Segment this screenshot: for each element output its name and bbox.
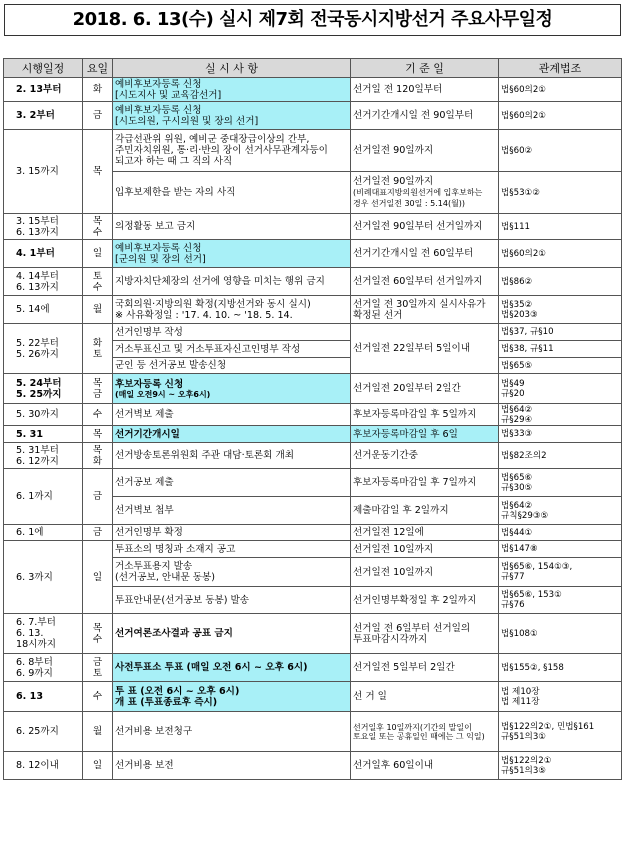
row-content: 투표소의 명칭과 소재지 공고 [113,541,351,558]
schedule-table [3,58,622,780]
row-content: 선거여론조사결과 공표 금지 [113,614,351,654]
row-day: 금 [83,525,113,541]
row-date: 6. 13 [4,682,83,712]
row-content: 선거인명부 확정 [113,525,351,541]
row-law: 법§108① [499,614,622,654]
row-content: 선거기간개시일 [113,426,351,443]
table-row [4,443,622,469]
row-date: 5. 30까지 [4,404,83,426]
row-date: 8. 12이내 [4,752,83,780]
row-day: 일 [83,240,113,268]
table-row [4,78,622,102]
row-standard: 선거인명부확정일 후 2일까지 [351,587,499,614]
row-date: 2. 13부터 [4,78,83,102]
row-law: 법§155②, §158 [499,654,622,682]
row-day: 금 토 [83,654,113,682]
row-law: 법§60의2① [499,240,622,268]
table-row [4,296,622,324]
table-row [4,682,622,712]
row-day: 목 [83,426,113,443]
row-date: 5. 31부터 6. 12까지 [4,443,83,469]
table-row [4,614,622,654]
row-content: 선거비용 보전청구 [113,712,351,752]
row-day: 목 수 [83,614,113,654]
header-standard: 기 준 일 [351,59,499,78]
row-law: 법 제10장 법 제11장 [499,682,622,712]
header-day: 요일 [83,59,113,78]
row-date: 6. 8부터 6. 9까지 [4,654,83,682]
row-standard: 선거일 전 6일부터 선거일의 투표마감시각까지 [351,614,499,654]
row-standard: 후보자등록마감일 후 5일까지 [351,404,499,426]
header-row [4,59,622,78]
table-row [4,404,622,426]
row-law: 법§147⑧ [499,541,622,558]
row-content: 선거비용 보전 [113,752,351,780]
row-day: 수 [83,682,113,712]
row-day: 토 수 [83,268,113,296]
row-day: 일 [83,541,113,614]
row-content: 선거인명부 작성 [113,324,351,341]
row-law: 법§86② [499,268,622,296]
row-content: 사전투표소 투표 (매일 오전 6시 ~ 오후 6시) [113,654,351,682]
row-standard: 후보자등록마감일 후 6일 [351,426,499,443]
row-date: 3. 15부터 6. 13까지 [4,214,83,240]
row-content: 예비후보자등록 신청 [시도지사 및 교육감선거] [113,78,351,102]
row-day: 화 [83,78,113,102]
header-law: 관계법조 [499,59,622,78]
row-standard: 선거일 전 30일까지 실시사유가 확정된 선거 [351,296,499,324]
row-content: 거소투표용지 발송 (선거공보, 안내문 동봉) [113,558,351,587]
row-law: 법§64② 규칙§29③⑤ [499,497,622,525]
row-law: 법§122의2①, 민법§161 규§51의3① [499,712,622,752]
row-day: 수 [83,404,113,426]
row-standard: 선거일전 20일부터 2일간 [351,374,499,404]
row-standard: 선거일전 90일부터 선거일까지 [351,214,499,240]
row-law: 법§53①② [499,172,622,214]
row-law: 법§65⑥ 규§30⑤ [499,469,622,497]
row-standard: 후보자등록마감일 후 7일까지 [351,469,499,497]
table-row [4,268,622,296]
row-content: 선거벽보 첩부 [113,497,351,525]
row-day: 목 [83,130,113,214]
row-standard: 선거기간개시일 전 60일부터 [351,240,499,268]
row-date: 5. 31 [4,426,83,443]
row-standard: 선거일전 90일까지(비례대표지방의원선거에 입후보하는 경우 선거일전 30일 : 5.14(월)) [351,172,499,214]
row-content: 국회의원·지방의원 확정(지방선거와 동시 실시) ※ 사유확정일 : '17. 4. 10. ~ '18. 5. 14. [113,296,351,324]
row-date: 6. 1까지 [4,469,83,525]
row-standard: 선 거 일 [351,682,499,712]
row-standard: 선거일전 22일부터 5일이내 [351,324,499,374]
row-day: 월 [83,712,113,752]
row-day: 금 [83,469,113,525]
table-row [4,240,622,268]
row-day: 목 화 [83,443,113,469]
row-date: 6. 25까지 [4,712,83,752]
page-title: 2018. 6. 13(수) 실시 제7회 전국동시지방선거 주요사무일정 [4,4,621,36]
row-law: 법§37, 규§10 [499,324,622,341]
row-standard: 선거일전 90일까지 [351,130,499,172]
row-law: 법§60의2① [499,102,622,130]
table-row [4,130,622,172]
row-law: 법§35② 법§203③ [499,296,622,324]
row-content: 후보자등록 신청 (매일 오전9시 ~ 오후6시) [113,374,351,404]
row-law: 법§49 규§20 [499,374,622,404]
row-standard: 선거기간개시일 전 90일부터 [351,102,499,130]
row-standard: 선거운동기간중 [351,443,499,469]
row-content: 의정활동 보고 금지 [113,214,351,240]
header-date: 시행일정 [4,59,83,78]
row-day: 일 [83,752,113,780]
row-content: 거소투표신고 및 거소투표자신고인명부 작성 [113,341,351,358]
header-content: 실 시 사 항 [113,59,351,78]
row-date: 3. 2부터 [4,102,83,130]
row-content: 선거벽보 제출 [113,404,351,426]
row-day: 월 [83,296,113,324]
row-content: 예비후보자등록 신청 [군의원 및 장의 선거] [113,240,351,268]
row-date: 5. 14에 [4,296,83,324]
row-content: 군인 등 선거공보 발송신청 [113,358,351,374]
row-standard: 선거일전 5일부터 2일간 [351,654,499,682]
row-standard: 선거일전 12일에 [351,525,499,541]
table-row [4,214,622,240]
row-content: 지방자치단체장의 선거에 영향을 미치는 행위 금지 [113,268,351,296]
row-standard: 선거일전 60일부터 선거일까지 [351,268,499,296]
row-date: 5. 22부터 5. 26까지 [4,324,83,374]
table-row [4,102,622,130]
table-row [4,426,622,443]
row-date: 5. 24부터 5. 25까지 [4,374,83,404]
row-law: 법§82조의2 [499,443,622,469]
row-law: 법§33③ [499,426,622,443]
row-content: 예비후보자등록 신청 [시도의원, 구시의원 및 장의 선거] [113,102,351,130]
row-law: 법§60② [499,130,622,172]
table-row [4,654,622,682]
row-standard: 선거일 전 120일부터 [351,78,499,102]
row-date: 6. 3까지 [4,541,83,614]
table-row [4,712,622,752]
row-law: 법§111 [499,214,622,240]
row-law: 법§65⑥, 154①③, 규§77 [499,558,622,587]
row-date: 3. 15까지 [4,130,83,214]
table-row [4,324,622,341]
row-content: 투 표 (오전 6시 ~ 오후 6시) 개 표 (투표종료후 즉시) [113,682,351,712]
row-law: 법§122의2① 규§51의3⑤ [499,752,622,780]
row-content: 입후보제한을 받는 자의 사직 [113,172,351,214]
row-standard: 선거일후 60일이내 [351,752,499,780]
row-content: 각급선관위 위원, 예비군 중대장급이상의 간부, 주민자치위원, 통·리·반의 장이 선거사무관계자등이 되고자 하는 때 그 직의 사직 [113,130,351,172]
row-date: 4. 1부터 [4,240,83,268]
table-row [4,525,622,541]
table-row [4,374,622,404]
row-law: 법§60의2① [499,78,622,102]
row-law: 법§44① [499,525,622,541]
row-standard: 선거일전 10일까지 [351,541,499,558]
row-law: 법§64② 규§29④ [499,404,622,426]
row-date: 6. 1에 [4,525,83,541]
row-date: 6. 7.부터 6. 13. 18시까지 [4,614,83,654]
row-day: 목 금 [83,374,113,404]
table-row [4,541,622,558]
row-date: 4. 14부터 6. 13까지 [4,268,83,296]
table-row [4,469,622,497]
row-content: 투표안내문(선거공보 동봉) 발송 [113,587,351,614]
row-content: 선거공보 제출 [113,469,351,497]
row-law: 법§38, 규§11 [499,341,622,358]
row-content: 선거방송토론위원회 주관 대담·토론회 개최 [113,443,351,469]
row-day: 금 [83,102,113,130]
row-day: 목 수 [83,214,113,240]
row-standard: 선거일전 10일까지 [351,558,499,587]
row-law: 법§65⑤ [499,358,622,374]
table-row [4,752,622,780]
row-standard: 제출마감일 후 2일까지 [351,497,499,525]
row-law: 법§65⑥, 153① 규§76 [499,587,622,614]
row-standard: 선거일후 10일까지(기간의 말일이 토요일 또는 공휴일인 때에는 그 익일) [351,712,499,752]
row-day: 화 토 [83,324,113,374]
